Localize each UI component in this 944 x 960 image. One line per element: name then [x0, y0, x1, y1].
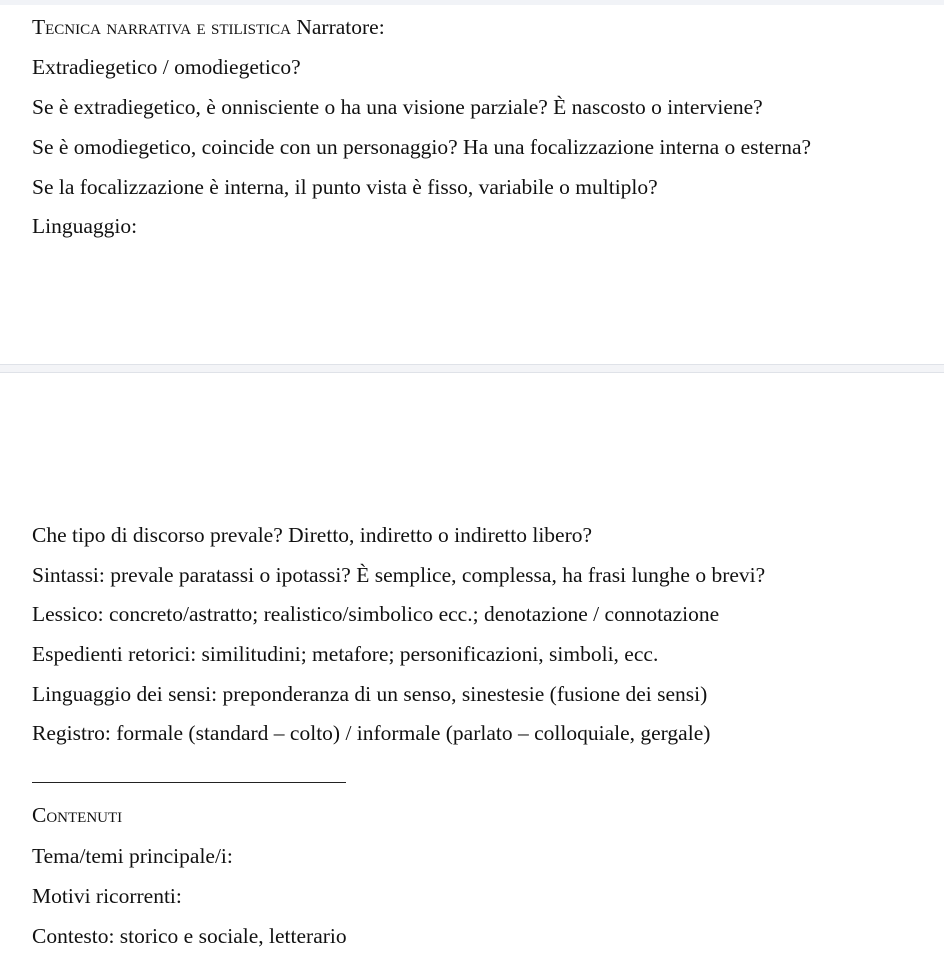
lexicon-line: Lessico: concreto/astratto; realistico/simbolico ecc.; denotazione / connotazione [32, 602, 720, 626]
language-label: Linguaggio: [32, 214, 138, 238]
narrator-type-question: Extradiegetico / omodiegetico? [32, 55, 301, 79]
rhetorical-devices-line: Espedienti retorici: similitudini; metafore; personificazioni, simboli, ecc. [32, 642, 659, 666]
focalization-question: Se la focalizzazione è interna, il punto vista è fisso, variabile o multiplo? [32, 175, 658, 199]
recurring-motifs-line: Motivi ricorrenti: [32, 884, 182, 908]
page-top-edge [0, 0, 944, 5]
homodiegetic-question: Se è omodiegetico, coincide con un personaggio? Ha una focalizzazione interna o esterna? [32, 135, 812, 159]
senses-language-line: Linguaggio dei sensi: preponderanza di un senso, sinestesie (fusione dei sensi) [32, 682, 708, 706]
page-break [0, 364, 944, 373]
context-line: Contesto: storico e sociale, letterario [32, 924, 347, 948]
main-themes-line: Tema/temi principale/i: [32, 844, 233, 868]
contents-heading: Contenuti [32, 803, 123, 827]
syntax-question: Sintassi: prevale paratassi o ipotassi? È semplice, complessa, ha frasi lunghe o brevi? [32, 563, 766, 587]
technique-heading-line [32, 14, 385, 40]
technique-heading: Tecnica narrativa e stilistica [32, 15, 291, 39]
register-line: Registro: formale (standard – colto) / informale (parlato – colloquiale, gergale) [32, 721, 711, 745]
section-divider-rule [32, 782, 346, 783]
narrator-label: Narratore: [290, 15, 385, 39]
discourse-question: Che tipo di discorso prevale? Diretto, indiretto o indiretto libero? [32, 523, 593, 547]
extradiegetic-question: Se è extradiegetico, è onnisciente o ha una visione parziale? È nascosto o interviene? [32, 95, 763, 119]
